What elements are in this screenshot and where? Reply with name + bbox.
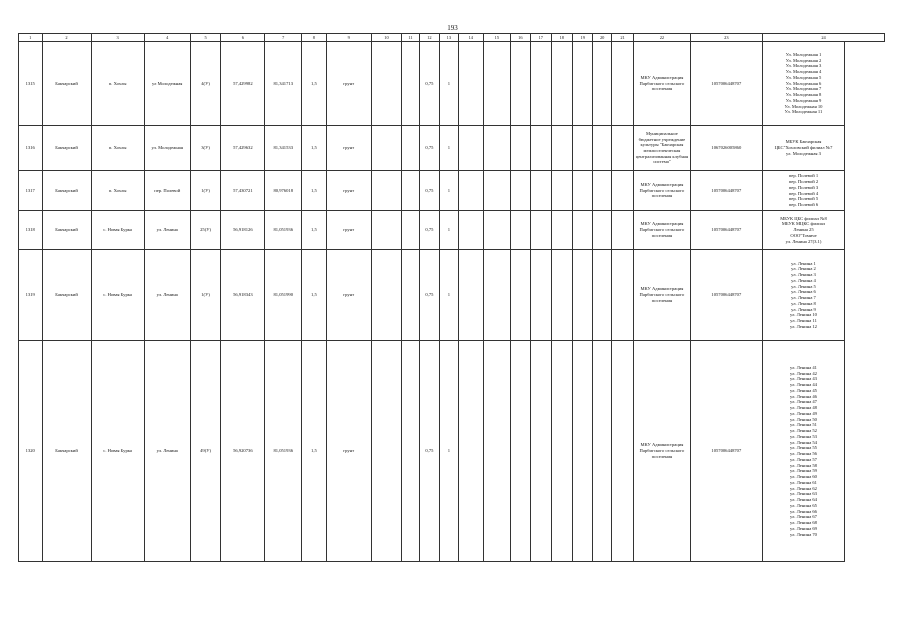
source-address: пер. Полевой 3 [788,184,819,190]
inn-cell: 1057006448707 [690,250,763,341]
empty-cell [611,341,633,562]
empty-cell [573,171,593,211]
empty-cell [371,171,402,211]
empty-cell [371,211,402,250]
row-number-cell: 1320 [19,341,43,562]
empty-cell [573,341,593,562]
empty-cell [458,341,484,562]
volume-cell: 0,75 [419,341,439,562]
empty-cell [402,250,419,341]
empty-cell [402,42,419,126]
inn-cell: 1057006448707 [690,42,763,126]
source-address: ул. Ленина 27(3.1) [785,238,822,244]
sources-list-cell [763,250,845,341]
source-address: ул. Ленина 42 [790,370,817,376]
empty-cell [510,42,530,126]
source-address: ул. Ленина 66 [790,508,817,514]
source-address: ул. Ленина 65 [790,502,817,508]
table-row [19,126,885,171]
source-address: Ул. Молодежная 7 [785,86,822,92]
latitude-cell: 57,429982 [221,42,265,126]
source-address: ул. Ленина 51 [790,422,817,428]
district-cell: Бакчарский [42,211,91,250]
source-address: пер. Полевой 1 [788,173,819,179]
source-address: ул. Ленина 63 [790,491,817,497]
column-header: 5 [190,34,221,42]
empty-cell [531,42,551,126]
area-cell: 1,5 [302,126,327,171]
area-cell: 1,5 [302,211,327,250]
source-address: Ул. Молодежная 1 [785,51,822,57]
source-address: ЦБС"Хохловский филиал №7 [774,145,833,151]
source-address: Ул. Молодежная 11 [784,109,823,115]
source-address: ул. Ленина 1 [791,260,816,266]
house-cell: 3(У) [190,126,221,171]
source-address: пер. Полевой 5 [788,196,819,202]
cover-cell: грунт [326,171,371,211]
area-cell: 1,5 [302,42,327,126]
empty-cell [531,171,551,211]
column-header: 10 [371,34,402,42]
volume-cell: 0,75 [419,126,439,171]
source-address: ул. Ленина 64 [790,497,817,502]
column-header: 1 [19,34,43,42]
empty-cell [484,42,511,126]
latitude-cell: 57,430721 [221,171,265,211]
area-cell: 1,5 [302,171,327,211]
empty-cell [593,341,611,562]
row-number-cell: 1317 [19,171,43,211]
source-address: Ул. Молодежная 10 [784,103,823,109]
empty-cell [510,171,530,211]
empty-cell [510,211,530,250]
page-number: 193 [447,24,458,32]
column-header: 23 [690,34,763,42]
column-header: 7 [265,34,302,42]
street-cell: ул. Ленина [144,341,190,562]
district-cell: Бакчарский [42,171,91,211]
source-address: ул. Ленина 6 [791,289,816,295]
cover-cell: грунт [326,341,371,562]
longitude-cell: 81,051936 [265,341,302,562]
table-row [19,250,885,341]
organization-cell: МКУ Администрация Парбигского сельского поселения [634,250,690,341]
source-address: пер. Полевой 4 [788,190,819,196]
table-row [19,341,885,562]
house-cell: 49(У) [190,341,221,562]
row-number-cell: 1316 [19,126,43,171]
source-address: ул. Ленина 9 [791,306,816,312]
empty-cell [593,211,611,250]
source-address: ул. Ленина 58 [790,462,817,468]
source-address: ул. Ленина 45 [790,387,817,393]
empty-cell [611,171,633,211]
settlement-cell: с. Новая Бурка [91,341,144,562]
column-header: 15 [484,34,511,42]
inn-cell: 1057006448707 [690,171,763,211]
source-address: ул. Ленина 52 [790,428,817,433]
street-cell: ул. Ленина [144,211,190,250]
latitude-cell: 57,429632 [221,126,265,171]
registry-table [18,33,885,562]
count-cell: 1 [440,42,458,126]
district-cell: Бакчарский [42,250,91,341]
empty-cell [484,211,511,250]
longitude-cell: 81,341713 [265,42,302,126]
empty-cell [593,42,611,126]
source-address: ул. Ленина 44 [790,382,817,387]
empty-cell [484,126,511,171]
column-header: 22 [634,34,690,42]
column-header: 17 [531,34,551,42]
empty-cell [551,341,572,562]
area-cell: 1,5 [302,250,327,341]
empty-cell [371,250,402,341]
count-cell: 1 [440,211,458,250]
source-address: ул. Ленина 48 [790,405,817,410]
empty-cell [458,211,484,250]
source-address: МБУК МЦКС филиал [781,221,826,227]
sources-list-cell [763,126,845,171]
empty-cell [510,341,530,562]
source-address: пер. Полевой 6 [788,202,819,207]
source-address: ул. Ленина 49 [790,410,817,416]
street-cell: ул. Молодежная [144,126,190,171]
longitude-cell: 81,051990 [265,250,302,341]
empty-cell [531,211,551,250]
source-address: ул. Ленина 10 [790,312,817,318]
source-address: ул. Ленина 5 [791,283,816,289]
sources-list-cell [763,42,845,126]
settlement-cell: п. Хохлы [91,171,144,211]
settlement-cell: п. Хохлы [91,126,144,171]
volume-cell: 0,75 [419,250,439,341]
source-address: ул. Ленина 3 [791,272,816,277]
latitude-cell: 56,920736 [221,341,265,562]
source-address: ул. Ленина 43 [790,376,817,382]
source-address: Ул. Молодежная 6 [785,80,822,86]
source-address: МБУК Бакчарская [785,139,822,145]
street-cell: ул. Ленина [144,250,190,341]
column-header: 6 [221,34,265,42]
source-address: ул. Ленина 12 [790,323,817,329]
empty-cell [573,211,593,250]
cover-cell: грунт [326,250,371,341]
column-header: 2 [42,34,91,42]
organization-cell: Муниципальное бюджетное учреждение культуры "Бакчарская межпоселенческая централизованная клубная система" [634,126,690,171]
inn-cell: 1057006448707 [690,341,763,562]
street-cell: ул Молодежная [144,42,190,126]
empty-cell [611,250,633,341]
empty-cell [371,42,402,126]
count-cell: 1 [440,250,458,341]
settlement-cell: с. Новая Бурка [91,211,144,250]
source-address: Ул. Молодежная 3 [785,63,822,69]
column-header: 24 [763,34,885,42]
inn-cell: 1057006448707 [690,211,763,250]
source-address: Ул. Молодежная 5 [785,74,822,80]
column-header: 16 [510,34,530,42]
source-address: ул. Ленина 68 [790,520,817,525]
empty-cell [551,211,572,250]
cover-cell: грунт [326,126,371,171]
source-address: ул. Ленина 67 [790,514,817,520]
street-cell: пер. Полевой [144,171,190,211]
sources-list-cell [763,341,845,562]
column-header: 3 [91,34,144,42]
organization-cell: МКУ Администрация Парбигского сельского поселения [634,171,690,211]
source-address: ул. Ленина 56 [790,451,817,456]
source-address: ул. Ленина 55 [790,445,817,451]
source-address: Ул. Молодежная 8 [785,92,822,98]
district-cell: Бакчарский [42,341,91,562]
source-address: ООО"Томиче [790,232,817,238]
empty-cell [371,126,402,171]
house-cell: 1(У) [190,171,221,211]
source-address: ул. Ленина 47 [790,399,817,405]
empty-cell [402,171,419,211]
source-address: пер. Полевой 2 [788,179,819,184]
empty-cell [531,341,551,562]
table-row [19,42,885,126]
empty-cell [531,126,551,171]
settlement-cell: с. Новая Бурка [91,250,144,341]
source-address: ул. Ленина 50 [790,416,817,422]
empty-cell [510,126,530,171]
column-header: 18 [551,34,572,42]
empty-cell [593,126,611,171]
district-cell: Бакчарский [42,42,91,126]
source-address: ул. Ленина 57 [790,456,817,462]
empty-cell [402,211,419,250]
source-address: ул. Ленина 53 [790,433,817,439]
source-address: ул. Ленина 41 [790,364,817,370]
column-header: 8 [302,34,327,42]
column-header: 4 [144,34,190,42]
house-cell: 25(У) [190,211,221,250]
empty-cell [402,341,419,562]
volume-cell: 0,75 [419,42,439,126]
column-header: 19 [573,34,593,42]
source-address: ул. Ленина 2 [791,266,816,272]
source-address: ул. Ленина 4 [791,277,816,283]
source-address: ул. Ленина 70 [790,531,817,537]
source-address: Ул. Молодежная 2 [785,57,822,63]
empty-cell [593,171,611,211]
empty-cell [531,250,551,341]
cover-cell: грунт [326,42,371,126]
volume-cell: 0,75 [419,171,439,211]
empty-cell [611,211,633,250]
header-row [19,34,885,42]
empty-cell [611,42,633,126]
count-cell: 1 [440,341,458,562]
volume-cell: 0,75 [419,211,439,250]
column-header: 9 [326,34,371,42]
empty-cell [484,341,511,562]
latitude-cell: 56,918343 [221,250,265,341]
column-header: 20 [593,34,611,42]
empty-cell [484,250,511,341]
source-address: ул. Молодежная 3 [786,150,821,156]
inn-cell: 1067026005860 [690,126,763,171]
empty-cell [573,42,593,126]
empty-cell [551,42,572,126]
empty-cell [484,171,511,211]
empty-cell [510,250,530,341]
column-header: 11 [402,34,419,42]
table-row [19,211,885,250]
source-address: ул. Ленина 62 [790,485,817,491]
source-address: ул. Ленина 59 [790,468,817,474]
cover-cell: грунт [326,211,371,250]
empty-cell [573,250,593,341]
empty-cell [458,126,484,171]
source-address: ул. Ленина 69 [790,525,817,531]
row-number-cell: 1319 [19,250,43,341]
empty-cell [551,171,572,211]
empty-cell [371,341,402,562]
row-number-cell: 1315 [19,42,43,126]
column-header: 13 [440,34,458,42]
longitude-cell: 80,976018 [265,171,302,211]
source-address: ул. Ленина 61 [790,479,817,485]
longitude-cell: 81,051936 [265,211,302,250]
sources-list-cell [763,211,845,250]
source-address: Ленина 25 [793,227,814,233]
source-address: ул. Ленина 7 [791,295,816,300]
area-cell: 1,5 [302,341,327,562]
table-row [19,171,885,211]
house-cell: 1(У) [190,250,221,341]
empty-cell [593,250,611,341]
empty-cell [458,42,484,126]
district-cell: Бакчарский [42,126,91,171]
column-header: 21 [611,34,633,42]
column-header: 12 [419,34,439,42]
organization-cell: МКУ Администрация Парбигского сельского поселения [634,341,690,562]
organization-cell: МКУ Администрация Парбигского сельского поселения [634,42,690,126]
latitude-cell: 56,918126 [221,211,265,250]
source-address: ул. Ленина 8 [791,300,816,306]
source-address: ул. Ленина 46 [790,393,817,399]
empty-cell [402,126,419,171]
empty-cell [573,126,593,171]
source-address: ул. Ленина 60 [790,474,817,479]
longitude-cell: 81,341533 [265,126,302,171]
house-cell: 4(У) [190,42,221,126]
source-address: МБУК ЦБС филиал №8 [780,215,827,221]
empty-cell [551,126,572,171]
organization-cell: МКУ Администрация Парбигского сельского поселения [634,211,690,250]
source-address: Ул. Молодежная 4 [785,69,822,75]
source-address: Ул. Молодежная 9 [785,97,822,103]
sources-list-cell [763,171,845,211]
count-cell: 1 [440,171,458,211]
settlement-cell: п. Хохлы [91,42,144,126]
row-number-cell: 1318 [19,211,43,250]
source-address: ул. Ленина 11 [790,318,817,323]
empty-cell [611,126,633,171]
empty-cell [458,171,484,211]
source-address: ул. Ленина 54 [790,439,817,445]
count-cell: 1 [440,126,458,171]
column-header: 14 [458,34,484,42]
empty-cell [458,250,484,341]
empty-cell [551,250,572,341]
